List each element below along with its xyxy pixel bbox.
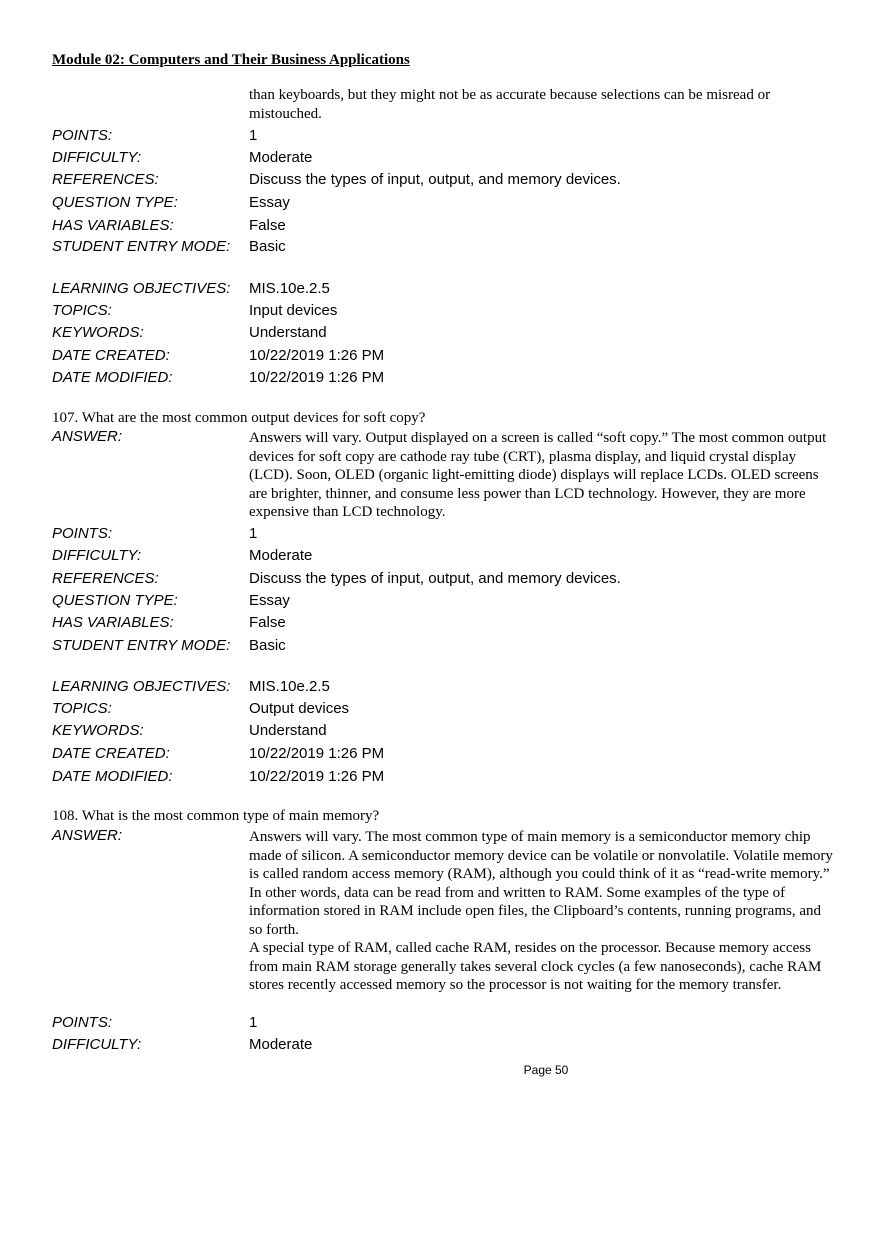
q107-references-label: REFERENCES: — [52, 570, 159, 587]
q108-question: 108. What is the most common type of main memory? — [52, 808, 380, 824]
q107-points-value: 1 — [249, 525, 258, 542]
q106-has-variables-value: False — [249, 217, 286, 234]
q106-date-modified-value: 10/22/2019 1:26 PM — [249, 369, 385, 386]
q108-answer-paragraph-1: Answers will vary. The most common type of main memory is a semiconductor memory chip made of silicon. A semiconductor memory device can be volatile or nonvolatile. Volatile memory is called random access memory (RAM), although you could think of it as “read-write memory.” In other words, data can be read from and written to RAM. Some examples of the type of information stored in RAM include open files, the Clipboard’s contents, running programs, and so forth. — [249, 829, 833, 938]
q107-has-variables-label: HAS VARIABLES: — [52, 614, 174, 631]
q106-student-entry-mode-label: STUDENT ENTRY MODE: — [52, 238, 231, 255]
q106-topics-label: TOPICS: — [52, 302, 112, 319]
q107-topics-label: TOPICS: — [52, 700, 112, 717]
q106-keywords-value: Understand — [249, 324, 327, 341]
q107-student-entry-mode-value: Basic — [249, 637, 286, 654]
q106-learning-objectives-value: MIS.10e.2.5 — [249, 280, 330, 297]
q107-keywords-label: KEYWORDS: — [52, 722, 144, 739]
q106-answer-continuation: than keyboards, but they might not be as accurate because selections can be misread or mistouched. — [249, 87, 771, 122]
q108-answer-text — [249, 828, 834, 995]
q108-answer-label: ANSWER: — [52, 827, 123, 844]
q107-date-modified-label: DATE MODIFIED: — [52, 768, 173, 785]
q106-points-value: 1 — [249, 127, 258, 144]
q108-points-label: POINTS: — [52, 1014, 113, 1031]
q108-difficulty-label: DIFFICULTY: — [52, 1036, 142, 1053]
q107-student-entry-mode-label: STUDENT ENTRY MODE: — [52, 637, 231, 654]
q107-question-type-value: Essay — [249, 592, 290, 609]
q107-answer-label: ANSWER: — [52, 428, 123, 445]
q108-points-value: 1 — [249, 1014, 258, 1031]
q108-difficulty-value: Moderate — [249, 1036, 313, 1053]
q107-references-value: Discuss the types of input, output, and memory devices. — [249, 570, 621, 587]
q107-question: 107. What are the most common output devices for soft copy? — [52, 410, 426, 426]
q107-topics-value: Output devices — [249, 700, 350, 717]
q107-date-created-value: 10/22/2019 1:26 PM — [249, 745, 385, 762]
q107-keywords-value: Understand — [249, 722, 327, 739]
module-header: Module 02: Computers and Their Business Applications — [52, 52, 410, 68]
q107-date-created-label: DATE CREATED: — [52, 745, 170, 762]
q107-learning-objectives-value: MIS.10e.2.5 — [249, 678, 330, 695]
q107-difficulty-label: DIFFICULTY: — [52, 547, 142, 564]
q106-question-type-value: Essay — [249, 194, 290, 211]
q107-question-type-label: QUESTION TYPE: — [52, 592, 178, 609]
q106-question-type-label: QUESTION TYPE: — [52, 194, 178, 211]
page-number: Page 50 — [523, 1063, 569, 1077]
q106-date-created-label: DATE CREATED: — [52, 347, 170, 364]
q106-points-label: POINTS: — [52, 127, 113, 144]
q107-points-label: POINTS: — [52, 525, 113, 542]
q107-has-variables-value: False — [249, 614, 286, 631]
q106-date-created-value: 10/22/2019 1:26 PM — [249, 347, 385, 364]
q106-learning-objectives-label: LEARNING OBJECTIVES: — [52, 280, 231, 297]
q106-difficulty-value: Moderate — [249, 149, 313, 166]
q106-references-value: Discuss the types of input, output, and memory devices. — [249, 171, 621, 188]
q108-answer-paragraph-2: A special type of RAM, called cache RAM, resides on the processor. Because memory access from main RAM storage generally takes several clock cycles (a few nanoseconds), cache RAM stores recently accessed memory so the processor is not waiting for the memory transfer. — [249, 940, 822, 993]
q106-student-entry-mode-value: Basic — [249, 238, 286, 255]
q106-keywords-label: KEYWORDS: — [52, 324, 144, 341]
page-footer — [0, 1063, 880, 1077]
q107-difficulty-value: Moderate — [249, 547, 313, 564]
q107-answer-text: Answers will vary. Output displayed on a screen is called “soft copy.” The most common output devices for soft copy are cathode ray tube (CRT), plasma display, and liquid crystal display (LCD). Soon, OLED (organic light-emitting diode) displays will replace LCDs. OLED screens are brighter, thinner, and consume less power than LCD technology. However, they are more expensive than LCD technology. — [249, 430, 827, 520]
q106-has-variables-label: HAS VARIABLES: — [52, 217, 174, 234]
q106-difficulty-label: DIFFICULTY: — [52, 149, 142, 166]
q106-references-label: REFERENCES: — [52, 171, 159, 188]
q106-topics-value: Input devices — [249, 302, 338, 319]
q107-learning-objectives-label: LEARNING OBJECTIVES: — [52, 678, 231, 695]
q107-date-modified-value: 10/22/2019 1:26 PM — [249, 768, 385, 785]
q106-date-modified-label: DATE MODIFIED: — [52, 369, 173, 386]
